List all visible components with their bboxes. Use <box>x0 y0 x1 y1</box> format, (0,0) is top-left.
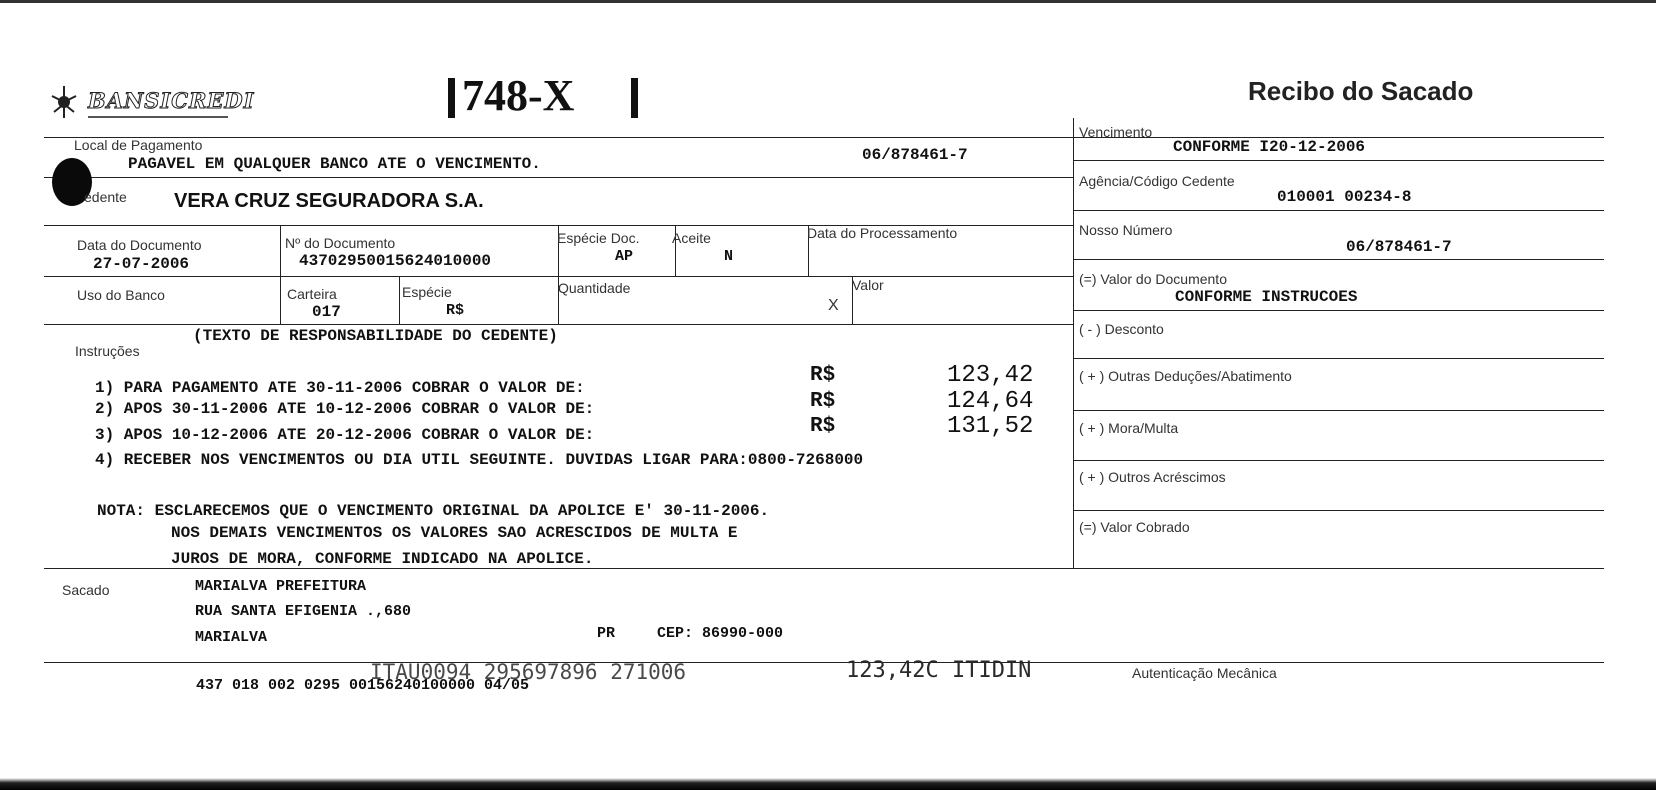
nota-line-2: NOS DEMAIS VENCIMENTOS OS VALORES SAO ACRESCIDOS DE MULTA E <box>171 524 738 542</box>
instruction-line-2-currency: R$ <box>810 390 836 413</box>
agencia-label: Agência/Código Cedente <box>1079 173 1235 189</box>
instrucoes-header: (TEXTO DE RESPONSABILIDADE DO CEDENTE) <box>193 327 558 345</box>
grid-line-instructions-bottom <box>44 568 1604 569</box>
scan-top-edge <box>0 0 1656 3</box>
numero-documento-value: 43702950015624010000 <box>299 252 492 270</box>
grid-line-top <box>44 137 1604 138</box>
nota-line-3: JUROS DE MORA, CONFORME INDICADO NA APOLICE. <box>171 550 594 568</box>
instruction-line-1-currency: R$ <box>810 364 836 387</box>
barcode-line: 437 018 002 0295 00156240100000 04/05 <box>196 677 530 694</box>
bank-code-left-bar <box>448 78 455 118</box>
valor-documento-label: (=) Valor do Documento <box>1079 271 1227 287</box>
instruction-line-2: 2) APOS 30-11-2006 ATE 10-12-2006 COBRAR O VALOR DE: <box>95 400 595 418</box>
cedente-value: VERA CRUZ SEGURADORA S.A. <box>174 190 484 212</box>
especie-label: Espécie <box>402 284 452 300</box>
data-processamento-label: Data do Processamento <box>807 225 958 241</box>
outras-deducoes-label: ( + ) Outras Deduções/Abatimento <box>1079 368 1292 384</box>
nosso-numero-label: Nosso Número <box>1079 222 1173 238</box>
bank-code-right-bar <box>631 78 638 118</box>
bank-overprint: ITAU0094 295697896 271006 <box>370 660 687 684</box>
especie-doc-label: Espécie Doc. <box>557 230 640 246</box>
valor-documento-value: CONFORME INSTRUCOES <box>1175 288 1358 306</box>
sacado-state: PR <box>597 625 616 642</box>
grid-line-right-4 <box>1073 310 1604 311</box>
nosso-numero-value: 06/878461-7 <box>1346 238 1452 256</box>
authentication-stamp: 123,42C ITIDIN <box>846 658 1032 683</box>
local-pagamento-value: PAGAVEL EM QUALQUER BANCO ATE O VENCIMENTO. <box>128 155 541 173</box>
mora-multa-label: ( + ) Mora/Multa <box>1079 420 1179 436</box>
local-pagamento-code: 06/878461-7 <box>862 146 968 164</box>
numero-documento-label: Nº do Documento <box>285 235 396 251</box>
aceite-label: Aceite <box>672 230 711 246</box>
grid-vline-right-column <box>1073 118 1074 568</box>
nota-line-1: NOTA: ESCLARECEMOS QUE O VENCIMENTO ORIGINAL DA APOLICE E' 30-11-2006. <box>97 502 770 520</box>
bank-logo-underline <box>88 116 228 118</box>
autenticacao-mecanica-label: Autenticação Mecânica <box>1132 665 1277 681</box>
valor-x-mark: X <box>828 297 839 314</box>
instrucoes-label: Instruções <box>75 343 140 359</box>
data-documento-value: 27-07-2006 <box>93 255 190 273</box>
carteira-value: 017 <box>312 303 341 321</box>
vencimento-value: CONFORME I20-12-2006 <box>1173 138 1366 156</box>
grid-line-right-6 <box>1073 410 1604 411</box>
sacado-cep: CEP: 86990-000 <box>657 625 784 642</box>
receipt-title: Recibo do Sacado <box>1248 76 1474 106</box>
instruction-line-3: 3) APOS 10-12-2006 ATE 20-12-2006 COBRAR O VALOR DE: <box>95 426 595 444</box>
especie-value: R$ <box>446 302 465 319</box>
carteira-label: Carteira <box>287 286 337 302</box>
vencimento-label: Vencimento <box>1079 124 1153 140</box>
especie-doc-value: AP <box>615 248 634 265</box>
local-pagamento-label: Local de Pagamento <box>74 137 203 153</box>
desconto-label: ( - ) Desconto <box>1079 321 1164 337</box>
uso-banco-label: Uso do Banco <box>77 287 165 303</box>
sacado-address: RUA SANTA EFIGENIA .,680 <box>195 603 412 620</box>
valor-cobrado-label: (=) Valor Cobrado <box>1079 519 1190 535</box>
data-documento-label: Data do Documento <box>77 237 202 253</box>
grid-vline-carteira <box>399 276 400 324</box>
sacado-name: MARIALVA PREFEITURA <box>195 578 367 595</box>
sacado-label: Sacado <box>62 582 110 598</box>
grid-vline-data-doc <box>280 225 281 324</box>
sacado-city: MARIALVA <box>195 629 268 646</box>
bank-logo-text: BANSICREDI <box>88 88 255 113</box>
grid-line-right-7 <box>1073 460 1604 461</box>
agencia-value: 010001 00234-8 <box>1277 188 1412 206</box>
grid-line-right-8 <box>1073 510 1604 511</box>
grid-line-right-3 <box>1073 259 1604 260</box>
grid-line-2 <box>44 177 1073 178</box>
grid-line-5 <box>44 324 1073 325</box>
grid-line-right-1 <box>1073 160 1604 161</box>
quantidade-label: Quantidade <box>558 280 631 296</box>
instruction-line-3-currency: R$ <box>810 415 836 438</box>
valor-label: Valor <box>852 277 884 293</box>
bank-code: 748-X <box>462 71 575 120</box>
instruction-line-1-amount: 123,42 <box>947 362 1034 389</box>
instruction-line-2-amount: 124,64 <box>947 388 1034 415</box>
grid-line-right-2 <box>1073 210 1604 211</box>
instruction-line-4: 4) RECEBER NOS VENCIMENTOS OU DIA UTIL SEGUINTE. DUVIDAS LIGAR PARA:0800-7268000 <box>95 451 864 469</box>
grid-line-right-5 <box>1073 358 1604 359</box>
outros-acrescimos-label: ( + ) Outros Acréscimos <box>1079 469 1226 485</box>
instruction-line-3-amount: 131,52 <box>947 413 1034 440</box>
cedente-label: edente <box>84 189 127 205</box>
scan-bottom-edge <box>0 778 1656 790</box>
grid-line-footer <box>44 662 1604 663</box>
aceite-value: N <box>724 248 734 265</box>
instruction-line-1: 1) PARA PAGAMENTO ATE 30-11-2006 COBRAR O VALOR DE: <box>95 379 585 397</box>
bank-logo <box>44 78 255 128</box>
